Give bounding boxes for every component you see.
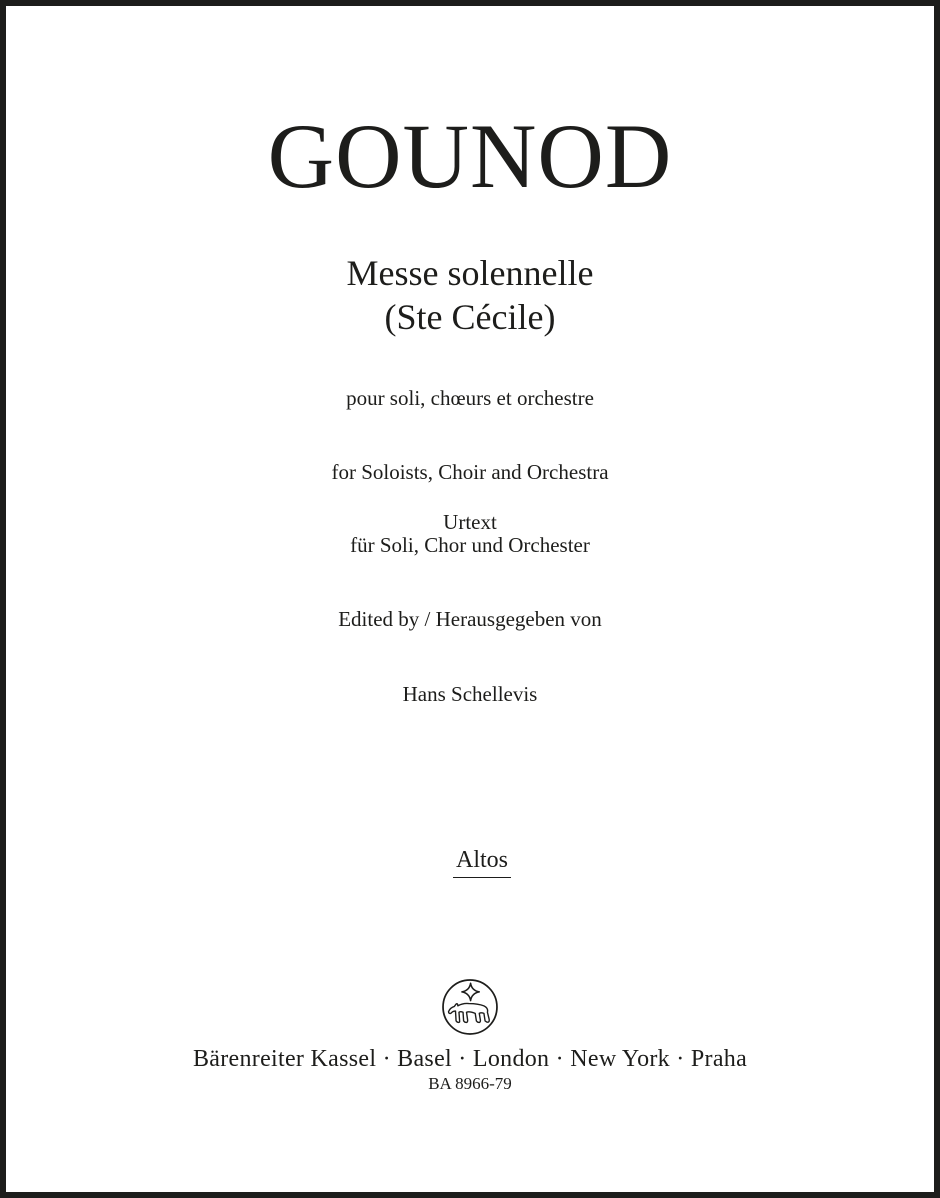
scoring-french: pour soli, chœurs et orchestre [346, 386, 594, 410]
baerenreiter-bear-star-logo-icon [441, 978, 499, 1036]
bear-icon [449, 1003, 490, 1022]
scoring-german: für Soli, Chor und Orchester [350, 533, 590, 557]
work-title: Messe solennelle [346, 253, 594, 293]
editor-name: Hans Schellevis [402, 682, 538, 706]
scoring-english: for Soloists, Choir and Orchestra [331, 459, 609, 484]
composer-name: GOUNOD [267, 105, 673, 207]
catalog-number: BA 8966-79 [428, 1074, 512, 1093]
part-name-line [6, 820, 934, 905]
work-subtitle: (Ste Cécile) [384, 297, 556, 337]
part-name: Altos [453, 847, 511, 878]
edition-type: Urtext [443, 510, 497, 534]
publisher-cities-line: Bärenreiter Kassel · Basel · London · New York · Praha [192, 1046, 748, 1072]
editor-block [6, 557, 934, 757]
publisher-logo [6, 978, 934, 1041]
editor-label: Edited by / Herausgegeben von [338, 607, 602, 631]
star-icon [462, 983, 479, 1000]
logo-circle [443, 980, 497, 1034]
